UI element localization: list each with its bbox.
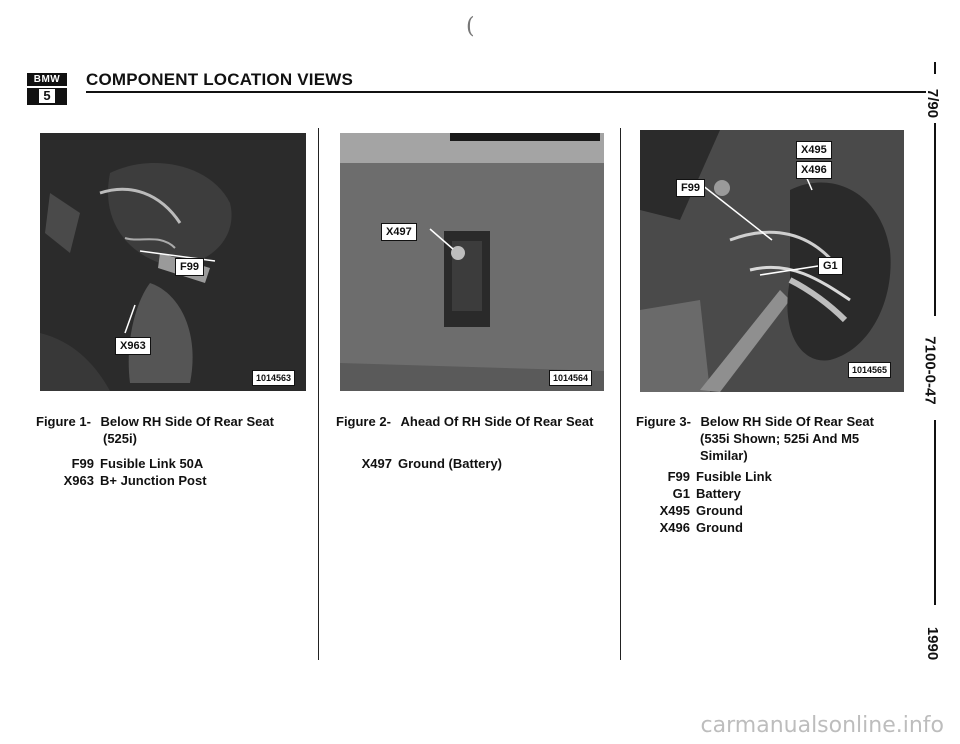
figure-1-label: Figure 1- (36, 414, 91, 429)
figure-2-legend (356, 455, 502, 472)
figure-2-caption (336, 413, 616, 430)
side-rule-2 (934, 420, 936, 605)
photo-id-fig1: 1014563 (252, 370, 295, 386)
bmw-5-logo (27, 73, 67, 105)
figure-3-caption (636, 413, 896, 464)
legend-desc: Fusible Link (696, 469, 772, 484)
legend-row (650, 468, 772, 485)
legend-code: X496 (659, 520, 690, 535)
legend-code: X963 (63, 473, 94, 488)
side-year: 1990 (924, 626, 942, 661)
legend-code: F99 (667, 469, 690, 484)
figure-1-photo (40, 133, 306, 391)
legend-row (650, 485, 772, 502)
figure-3-label: Figure 3- (636, 414, 691, 429)
page-title: COMPONENT LOCATION VIEWS (86, 70, 354, 89)
callout-x496: X496 (796, 161, 832, 179)
legend-code: X495 (659, 503, 690, 518)
legend-row (50, 472, 207, 489)
figure-3-photo (640, 130, 904, 392)
figure-1-desc-line-2: (525i) (103, 431, 137, 446)
side-doc-number: 7100-0-47 (921, 336, 939, 405)
figure-2-photo-art (340, 133, 604, 391)
figure-2-desc-line-1: Ahead Of RH Side Of Rear Seat (400, 414, 594, 429)
legend-desc: Fusible Link 50A (100, 456, 204, 471)
figure-1-legend (50, 455, 207, 489)
logo-brand: BMW (27, 73, 67, 86)
logo-series: 5 (39, 89, 55, 103)
legend-desc: B+ Junction Post (100, 473, 207, 488)
figure-3-legend (650, 468, 772, 536)
legend-desc: Ground (Battery) (398, 456, 502, 471)
figure-3-desc-line-1: Below RH Side Of Rear Seat (700, 414, 874, 429)
stray-mark: ( (466, 14, 475, 39)
figure-1-photo-art (40, 133, 306, 391)
callout-x497: X497 (381, 223, 417, 241)
logo-series-box (27, 88, 67, 105)
legend-desc: Battery (696, 486, 741, 501)
figure-3-desc-line-2: (535i Shown; 525i And M5 (700, 431, 860, 446)
legend-row (50, 455, 207, 472)
side-rule-top (934, 62, 936, 74)
figure-3-photo-art (640, 130, 904, 392)
callout-x963: X963 (115, 337, 151, 355)
side-date: 7/90 (924, 88, 942, 119)
legend-code: X497 (361, 456, 392, 471)
figure-3-desc-line-3: Similar) (700, 448, 748, 463)
photo-id-fig3: 1014565 (848, 362, 891, 378)
legend-code: G1 (672, 486, 690, 501)
watermark: carmanualsonline.info (700, 713, 944, 738)
legend-code: F99 (71, 456, 94, 471)
callout-x495: X495 (796, 141, 832, 159)
legend-desc: Ground (696, 503, 743, 518)
figure-2-photo (340, 133, 604, 391)
side-rule-1 (934, 123, 936, 316)
photo-id-fig2: 1014564 (549, 370, 592, 386)
header-rule (86, 91, 926, 93)
figure-1-desc-line-1: Below RH Side Of Rear Seat (100, 414, 274, 429)
callout-f99-fig1: F99 (175, 258, 204, 276)
legend-row (356, 455, 502, 472)
callout-f99-fig3: F99 (676, 179, 705, 197)
legend-row (650, 519, 772, 536)
legend-desc: Ground (696, 520, 743, 535)
figure-2-label: Figure 2- (336, 414, 391, 429)
callout-g1: G1 (818, 257, 843, 275)
legend-row (650, 502, 772, 519)
column-divider-2 (620, 128, 621, 660)
figure-1-caption (36, 413, 306, 447)
column-divider-1 (318, 128, 319, 660)
